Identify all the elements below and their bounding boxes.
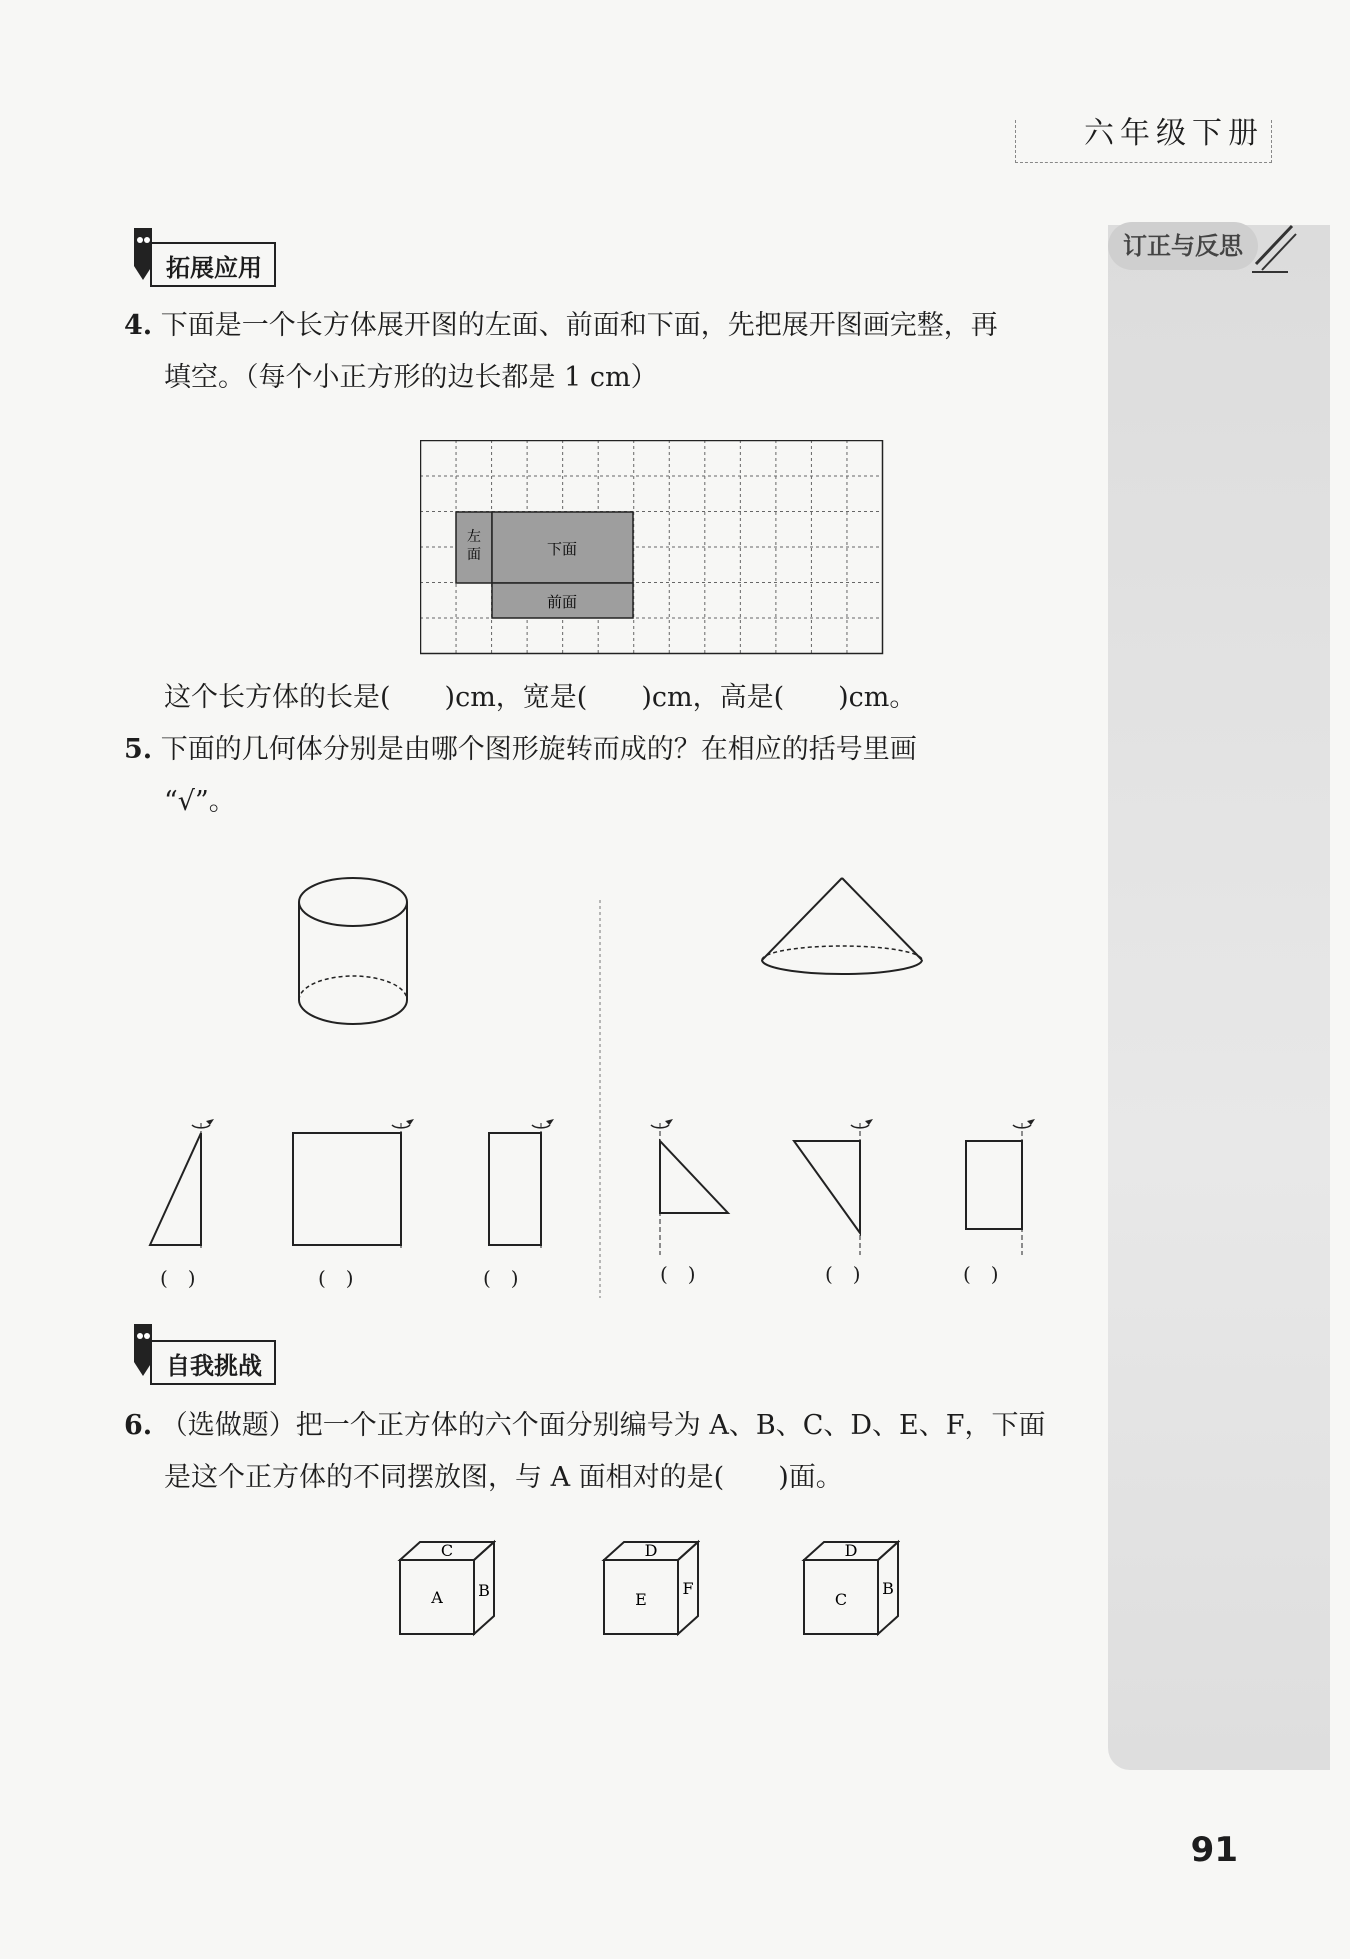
front-face-label: 前面 [546, 593, 578, 611]
answer-paren-5[interactable]: ( ) [825, 1262, 861, 1286]
cylinder-figure [290, 872, 420, 1032]
pencil-icon [1248, 218, 1298, 274]
sidebar-label: 订正与反思 [1108, 222, 1258, 270]
q5-number: 5. [124, 734, 153, 765]
q4-answer-line: 这个长方体的长是( )cm，宽是( )cm，高是( )cm。 [164, 682, 917, 713]
left-face-label-1: 左 [467, 529, 481, 545]
shape-square [293, 1119, 414, 1251]
bottom-face-label: 下面 [546, 540, 578, 558]
answer-paren-4[interactable]: ( ) [660, 1262, 696, 1286]
q5-line2: “√”。 [164, 786, 236, 817]
net-grid [420, 440, 884, 656]
shape-triangle-c [794, 1119, 873, 1255]
divider [598, 900, 602, 1300]
q6-line2: 是这个正方体的不同摆放图，与 A 面相对的是( )面。 [164, 1462, 843, 1493]
q4-text [124, 300, 998, 352]
shape-triangle-b [651, 1119, 728, 1255]
cone-figure [758, 872, 928, 982]
answer-paren-1[interactable]: ( ) [160, 1266, 196, 1290]
q5-text [124, 724, 917, 776]
correction-sidebar [1108, 225, 1330, 1770]
page-number: 91 [1190, 1830, 1238, 1870]
left-face-label-2: 面 [467, 547, 481, 563]
answer-paren-6[interactable]: ( ) [963, 1262, 999, 1286]
q4-line1: 下面是一个长方体展开图的左面、前面和下面，先把展开图画完整，再 [160, 310, 998, 341]
q6-number: 6. [124, 1410, 153, 1441]
cube-1-top: C [440, 1541, 454, 1560]
cube-2-top: D [644, 1541, 658, 1560]
q5-line1: 下面的几何体分别是由哪个图形旋转而成的？在相应的括号里画 [160, 734, 917, 765]
cube-2-side: F [682, 1579, 694, 1598]
q4-line2: 填空。（每个小正方形的边长都是 1 cm） [164, 362, 658, 393]
shape-rectangle-a [489, 1119, 554, 1251]
cube-3-side: B [882, 1579, 894, 1598]
cube-3 [800, 1538, 900, 1638]
q4-number: 4. [124, 310, 153, 341]
answer-paren-2[interactable]: ( ) [318, 1266, 354, 1290]
q6-text [124, 1400, 1045, 1452]
cube-1-front: A [431, 1588, 443, 1607]
cube-1 [396, 1538, 496, 1638]
q6-line1: （选做题）把一个正方体的六个面分别编号为 A、B、C、D、E、F，下面 [160, 1410, 1046, 1441]
cube-3-front: C [834, 1590, 848, 1609]
section-title-extension: 拓展应用 [150, 242, 276, 287]
shape-rectangle-b [966, 1119, 1035, 1255]
left-shapes [140, 1115, 590, 1255]
section-title-challenge: 自我挑战 [150, 1340, 276, 1385]
cube-3-top: D [844, 1541, 858, 1560]
cube-2 [600, 1538, 700, 1638]
answer-paren-3[interactable]: ( ) [483, 1266, 519, 1290]
right-shapes [640, 1115, 1060, 1255]
shape-triangle-a [150, 1119, 214, 1251]
cube-1-side: B [478, 1581, 490, 1600]
grade-label: 六年级下册 [1078, 108, 1270, 152]
cube-2-front: E [635, 1590, 647, 1609]
